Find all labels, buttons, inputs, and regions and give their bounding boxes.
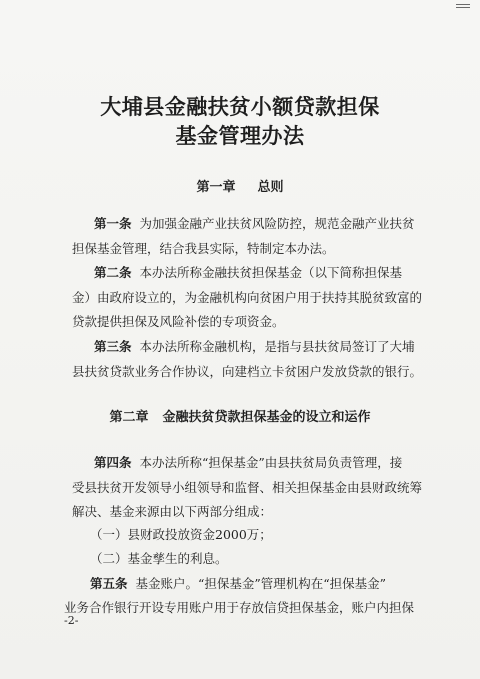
article-3-line-2: 县扶贫贷款业务合作协议，向建档立卡贫困户发放贷款的银行。 <box>72 363 423 379</box>
chapter-2-name: 金融扶贫贷款担保基金的设立和运作 <box>162 410 371 425</box>
title-line-2: 基金管理办法 <box>175 123 305 148</box>
article-5-line-1: 基金账户。“担保基金”管理机构在“担保基金” <box>135 576 387 591</box>
article-4 <box>94 451 402 476</box>
article-2-line-3-row <box>72 310 285 335</box>
article-1-line-1: 为加强金融产业扶贫风险防控，规范金融产业扶贫 <box>139 216 415 231</box>
staple-mark <box>456 4 470 12</box>
article-5 <box>90 572 386 597</box>
article-3 <box>94 335 414 360</box>
chapter-2-heading <box>0 406 480 425</box>
article-2-line-3: 贷款提供担保及风险补偿的专项资金。 <box>72 314 285 329</box>
article-4-line-2: 受县扶贫开发领导小组领导和监督、相关担保基金由县财政统筹 <box>72 479 423 495</box>
article-4-line-1: 本办法所称“担保基金”由县扶贫局负责管理，接 <box>139 455 403 470</box>
list-item-1: （一）县财政投放资金2000万； <box>90 527 272 542</box>
article-4-label: 第四条 <box>94 455 132 470</box>
page-number: -2- <box>64 614 79 627</box>
article-4-line-2-row <box>72 476 422 501</box>
article-2-label: 第二条 <box>94 265 132 280</box>
chapter-2-number: 第二章 <box>109 410 149 425</box>
article-1-label: 第一条 <box>94 216 132 231</box>
article-3-line-2-row <box>72 360 422 385</box>
document-title <box>0 92 480 150</box>
article-2-line-1: 本办法所称金融扶贫担保基金（以下简称担保基 <box>139 265 402 280</box>
article-2-line-2-row <box>72 286 422 311</box>
article-3-label: 第三条 <box>94 339 132 354</box>
article-5-line-2: 业务合作银行开设专用账户用于存放信贷担保基金，账户内担保 <box>64 600 415 615</box>
chapter-1-number: 第一章 <box>196 180 236 195</box>
article-3-line-1: 本办法所称金融机构，是指与县扶贫局签订了大埔 <box>139 339 415 354</box>
article-5-label: 第五条 <box>90 576 128 591</box>
article-1-line-2-row <box>72 237 335 262</box>
chapter-1-name: 总则 <box>257 180 284 195</box>
article-4-line-3: 解决、基金来源由以下两部分组成： <box>72 504 273 519</box>
article-1 <box>94 212 424 237</box>
article-5-line-2-row <box>64 596 414 621</box>
chapter-1-heading <box>0 176 480 195</box>
title-line-1: 大埔县金融扶贫小额贷款担保 <box>100 94 380 119</box>
list-item-2: （二）基金孳生的利息。 <box>90 551 228 566</box>
article-4-line-3-row <box>72 500 272 525</box>
article-2 <box>94 261 402 286</box>
article-2-line-2: 金）由政府设立的，为金融机构向贫困户用于扶持其脱贫致富的 <box>72 289 423 305</box>
article-1-line-2: 担保基金管理，结合我县实际，特制定本办法。 <box>72 240 335 256</box>
